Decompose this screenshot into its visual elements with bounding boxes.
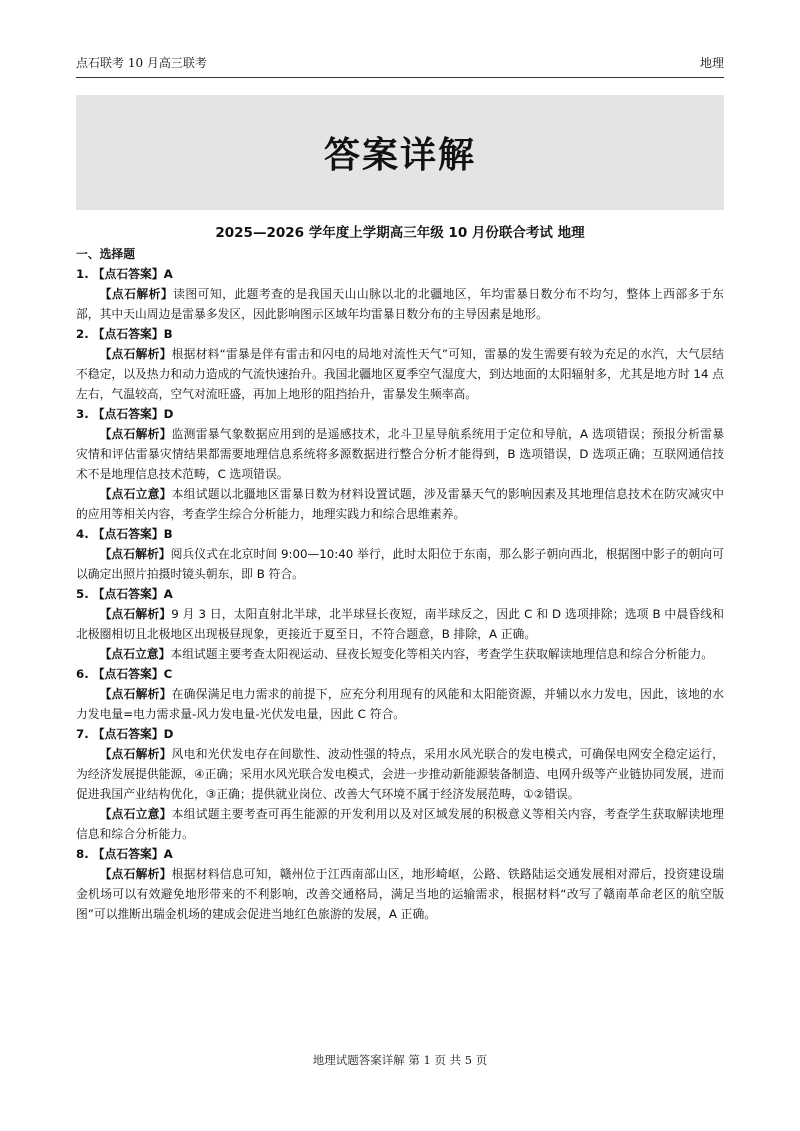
intent-paragraph	[76, 484, 724, 524]
answer-line	[76, 664, 724, 684]
answer-value: A	[163, 847, 173, 861]
answer-value: D	[163, 727, 174, 741]
analysis-paragraph	[76, 684, 724, 724]
answer-value: D	[163, 407, 174, 421]
question-number: 1.	[76, 267, 93, 281]
question-number: 4.	[76, 527, 93, 541]
header-left: 点石联考 10 月高三联考	[76, 56, 207, 70]
analysis-paragraph	[76, 544, 724, 584]
question-number: 6.	[76, 667, 93, 681]
paragraph-text: 本组试题以北疆地区雷暴日数为材料设置试题，涉及雷暴天气的影响因素及其地理信息技术在防灾减灾中的应用等相关内容，考查学生综合分析能力，地理实践力和综合思维素养。	[76, 487, 724, 521]
analysis-paragraph	[76, 744, 724, 804]
answer-value: B	[163, 327, 173, 341]
answer-line	[76, 844, 724, 864]
paragraph-text: 监测雷暴气象数据应用到的是遥感技术，北斗卫星导航系统用于定位和导航，A 选项错误；预报分析雷暴灾情和评估雷暴灾情结果都需要地理信息系统将多源数据进行整合分析才能得到，B 选项错误，D 选项正确；互联网通信技术不是地理信息技术范畴，C 选项错误。	[76, 427, 724, 481]
analysis-label: 【点石解析】	[99, 687, 172, 701]
page-header	[76, 54, 724, 78]
question-number: 2.	[76, 327, 93, 341]
title-banner	[76, 95, 724, 210]
page-footer: 地理试题答案详解 第 1 页 共 5 页	[312, 1053, 488, 1067]
paragraph-text: 在确保满足电力需求的前提下，应充分利用现有的风能和太阳能资源，并辅以水力发电，因此，该地的水力发电量=电力需求量-风力发电量-光伏发电量，因此 C 符合。	[76, 687, 724, 721]
intent-label: 【点石立意】	[99, 487, 172, 501]
paragraph-text: 阅兵仪式在北京时间 9:00—10:40 举行，此时太阳位于东南，那么影子朝向西北，根据图中影子的朝向可以确定出照片拍摄时镜头朝东，即 B 符合。	[76, 547, 724, 581]
analysis-paragraph	[76, 604, 724, 644]
paragraph-text: 读图可知，此题考查的是我国天山山脉以北的北疆地区，年均雷暴日数分布不均匀，整体上西部多于东部，其中天山周边是雷暴多发区，因此影响图示区域年均雷暴日数分布的主导因素是地形。	[76, 287, 724, 321]
answer-value: C	[163, 667, 173, 681]
header-right: 地理	[699, 56, 724, 70]
analysis-paragraph	[76, 344, 724, 404]
intent-paragraph	[76, 644, 724, 664]
question-number: 5.	[76, 587, 93, 601]
answer-value: A	[163, 587, 173, 601]
banner-title: 答案详解	[323, 134, 476, 176]
paragraph-text: 本组试题主要考查可再生能源的开发利用以及对区域发展的积极意义等相关内容，考查学生获取解读地理信息和综合分析能力。	[76, 807, 724, 841]
answer-label: 【点石答案】	[92, 667, 164, 681]
paragraph-text: 根据材料信息可知，赣州位于江西南部山区，地形崎岖，公路、铁路陆运交通发展相对滞后，投资建设瑞金机场可以有效避免地形带来的不利影响，改善交通格局，满足当地的运输需求，根据材料“改写了赣南革命老区的航空版图”可以推断出瑞金机场的建成会促进当地红色旅游的发展，A 正确。	[76, 867, 724, 921]
answer-label: 【点石答案】	[92, 587, 164, 601]
answer-label: 【点石答案】	[92, 327, 164, 341]
question-number: 8.	[76, 847, 93, 861]
answer-line	[76, 524, 724, 544]
analysis-label: 【点石解析】	[99, 427, 172, 441]
answer-label: 【点石答案】	[92, 847, 164, 861]
answer-line	[76, 324, 724, 344]
analysis-label: 【点石解析】	[99, 547, 171, 561]
analysis-label: 【点石解析】	[99, 867, 172, 881]
answer-label: 【点石答案】	[92, 727, 164, 741]
question-number: 3.	[76, 407, 93, 421]
answer-label: 【点石答案】	[92, 267, 164, 281]
answer-value: B	[163, 527, 173, 541]
answer-line	[76, 404, 724, 424]
paragraph-text: 根据材料“雷暴是伴有雷击和闪电的局地对流性天气”可知，雷暴的发生需要有较为充足的水汽，大气层结不稳定，以及热力和动力造成的气流快速抬升。我国北疆地区夏季空气湿度大，到达地面的太阳辐射多，尤其是地方时 14 点左右，气温较高，空气对流旺盛，再加上地形的阻挡抬升，雷暴发生频率高。	[76, 347, 724, 401]
intent-label: 【点石立意】	[99, 807, 172, 821]
answer-label: 【点石答案】	[92, 407, 164, 421]
analysis-label: 【点石解析】	[99, 747, 172, 761]
answer-content	[76, 244, 724, 924]
answer-line	[76, 584, 724, 604]
analysis-paragraph	[76, 284, 724, 324]
section-heading: 一、选择题	[76, 247, 135, 261]
intent-label: 【点石立意】	[99, 647, 171, 661]
analysis-label: 【点石解析】	[99, 347, 172, 361]
analysis-label: 【点石解析】	[99, 287, 174, 301]
analysis-label: 【点石解析】	[99, 607, 172, 621]
answer-value: A	[163, 267, 173, 281]
intent-paragraph	[76, 804, 724, 844]
paragraph-text: 本组试题主要考查太阳视运动、昼夜长短变化等相关内容，考查学生获取解读地理信息和综合分析能力。	[170, 647, 714, 661]
answer-line	[76, 264, 724, 284]
answer-label: 【点石答案】	[92, 527, 164, 541]
paragraph-text: 9 月 3 日，太阳直射北半球，北半球昼长夜短，南半球反之，因此 C 和 D 选项排除；选项 B 中晨昏线和北极圈相切且北极地区出现极昼现象，更接近于夏至日，不符合题意，B 排除，A 正确。	[76, 607, 724, 641]
document-title: 2025—2026 学年度上学期高三年级 10 月份联合考试 地理	[215, 225, 585, 241]
answer-line	[76, 724, 724, 744]
question-number: 7.	[76, 727, 93, 741]
paragraph-text: 风电和光伏发电存在间歇性、波动性强的特点，采用水风光联合的发电模式，可确保电网安全稳定运行，为经济发展提供能源，④正确；采用水风光联合发电模式，会进一步推动新能源装备制造、电网升级等产业链协同发展，进而促进我国产业结构优化，③正确；提供就业岗位、改善大气环境不属于经济发展范畴，①②错误。	[76, 747, 724, 801]
analysis-paragraph	[76, 864, 724, 924]
analysis-paragraph	[76, 424, 724, 484]
